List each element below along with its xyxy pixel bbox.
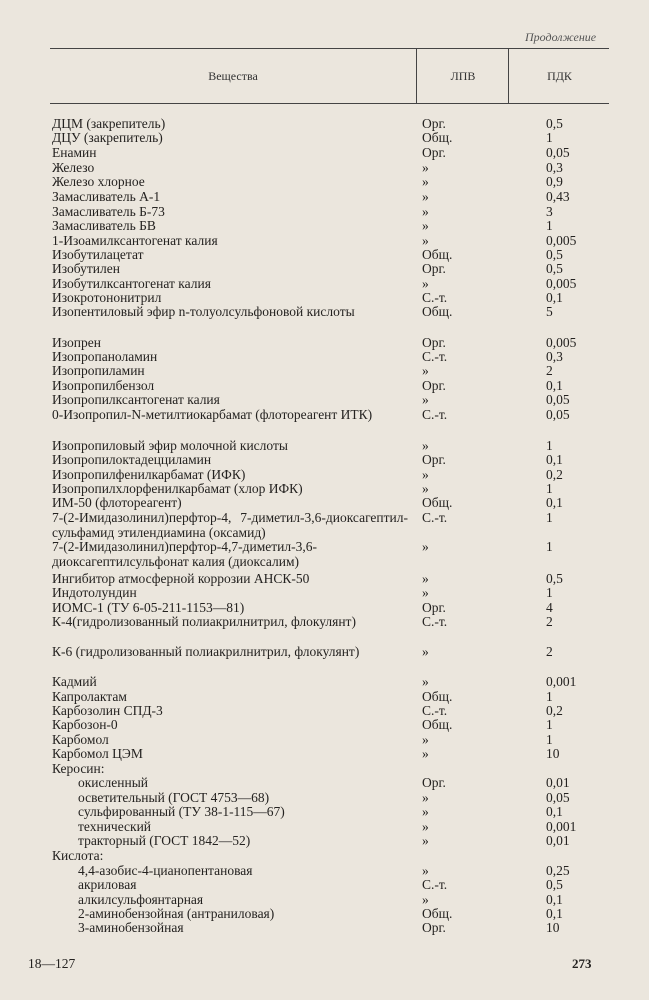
- pdk-value: 1: [546, 717, 553, 732]
- substance-name: Карбомол ЦЭМ: [52, 746, 143, 761]
- substance-name: алкилсульфоянтарная: [78, 892, 204, 907]
- lpv-value: С.-т.: [422, 877, 448, 892]
- lpv-value: Орг.: [422, 452, 446, 467]
- pdk-value: 1: [546, 130, 553, 145]
- pdk-value: 0,05: [546, 145, 570, 160]
- pdk-value: 0,43: [546, 189, 570, 204]
- pdk-value: 0,05: [546, 790, 570, 805]
- lpv-value: »: [422, 174, 429, 189]
- pdk-value: 0,001: [546, 674, 577, 689]
- lpv-value: С.-т.: [422, 349, 448, 364]
- substance-name: Изопропилбензол: [52, 378, 155, 393]
- substance-name: Железо: [52, 160, 95, 175]
- lpv-value: »: [422, 233, 429, 248]
- substance-name: К-6 (гидролизованный полиакрилнитрил, флокулянт): [52, 644, 360, 659]
- pdk-value: 0,1: [546, 378, 563, 393]
- substance-name: ИМ-50 (флотореагент): [52, 495, 182, 510]
- signature-mark: 18—127: [28, 956, 76, 971]
- substance-name: тракторный (ГОСТ 1842—52): [78, 833, 251, 848]
- pdk-value: 3: [546, 204, 553, 219]
- pdk-value: 0,1: [546, 495, 563, 510]
- lpv-value: »: [422, 481, 429, 496]
- substance-name: Изопропилксантогенат калия: [52, 392, 220, 407]
- lpv-value: С.-т.: [422, 614, 448, 629]
- substance-name: Замасливатель А-1: [52, 189, 161, 204]
- substance-name: ИОМС-1 (ТУ 6-05-211-1153—81): [52, 600, 245, 615]
- header-pdk: ПДК: [508, 49, 610, 103]
- lpv-value: Орг.: [422, 775, 446, 790]
- pdk-value: 0,1: [546, 804, 563, 819]
- continuation-label: Продолжение: [525, 30, 597, 44]
- lpv-value: Общ.: [422, 247, 453, 262]
- lpv-value: Общ.: [422, 906, 453, 921]
- lpv-value: »: [422, 571, 429, 586]
- pdk-value: 0,3: [546, 160, 563, 175]
- lpv-value: »: [422, 804, 429, 819]
- substance-name: Кислота:: [52, 848, 104, 863]
- pdk-value: 1: [546, 218, 553, 233]
- substance-name: Карбомол: [52, 732, 109, 747]
- substance-name: ДЦУ (закрепитель): [52, 130, 163, 145]
- lpv-value: »: [422, 392, 429, 407]
- substance-name: Изокротононитрил: [52, 290, 162, 305]
- lpv-value: Общ.: [422, 130, 453, 145]
- pdk-value: 10: [546, 920, 560, 935]
- pdk-value: 5: [546, 304, 553, 319]
- substance-name: Изопрен: [52, 335, 101, 350]
- pdk-value: 0,1: [546, 892, 563, 907]
- lpv-value: »: [422, 833, 429, 848]
- lpv-value: »: [422, 218, 429, 233]
- substance-name: Индотолундин: [52, 585, 137, 600]
- substance-name: Енамин: [52, 145, 97, 160]
- substance-name: 3-аминобензойная: [78, 920, 184, 935]
- lpv-value: »: [422, 585, 429, 600]
- pdk-value: 0,001: [546, 819, 577, 834]
- pdk-value: 1: [546, 510, 553, 525]
- substance-name: Изопропилхлорфенилкарбамат (хлор ИФК): [52, 481, 303, 496]
- pdk-value: 0,5: [546, 116, 563, 131]
- lpv-value: »: [422, 539, 429, 554]
- pdk-value: 0,5: [546, 571, 563, 586]
- lpv-value: С.-т.: [422, 407, 448, 422]
- pdk-value: 0,1: [546, 452, 563, 467]
- pdk-value: 2: [546, 363, 553, 378]
- lpv-value: »: [422, 189, 429, 204]
- lpv-value: »: [422, 644, 429, 659]
- substance-name: Изопропилоктадецциламин: [52, 452, 212, 467]
- substance-name: Изопентиловый эфир n-толуолсульфоновой кислоты: [52, 304, 355, 319]
- pdk-value: 0,2: [546, 703, 563, 718]
- lpv-value: »: [422, 438, 429, 453]
- substance-name: Изобутилен: [52, 261, 120, 276]
- pdk-value: 1: [546, 539, 553, 554]
- lpv-value: »: [422, 363, 429, 378]
- pdk-value: 0,05: [546, 392, 570, 407]
- substance-name: Замасливатель БВ: [52, 218, 156, 233]
- lpv-value: »: [422, 204, 429, 219]
- pdk-value: 1: [546, 732, 553, 747]
- pdk-value: 0,25: [546, 863, 570, 878]
- lpv-value: »: [422, 746, 429, 761]
- lpv-value: »: [422, 160, 429, 175]
- lpv-value: Общ.: [422, 304, 453, 319]
- lpv-value: Орг.: [422, 600, 446, 615]
- lpv-value: Общ.: [422, 495, 453, 510]
- substance-name: сульфированный (ТУ 38-1-115—67): [78, 804, 285, 819]
- substance-name: Изопропилфенилкарбамат (ИФК): [52, 467, 246, 482]
- header-lpv: ЛПВ: [416, 49, 509, 103]
- lpv-value: С.-т.: [422, 510, 448, 525]
- substance-name: Железо хлорное: [52, 174, 145, 189]
- pdk-value: 0,5: [546, 261, 563, 276]
- lpv-value: Орг.: [422, 145, 446, 160]
- lpv-value: »: [422, 276, 429, 291]
- substance-name: 0-Изопропил-N-метилтиокарбамат (флотореагент ИТК): [52, 407, 373, 422]
- pdk-value: 2: [546, 644, 553, 659]
- lpv-value: С.-т.: [422, 290, 448, 305]
- substance-name: 7-(2-Имидазолинил)перфтор-4, 7-диметил-3,6-диоксагептил-сульфамид этилендиамина (оксамид): [52, 510, 408, 540]
- substance-name: 2-аминобензойная (антраниловая): [78, 906, 275, 921]
- substance-name: Изопропиловый эфир молочной кислоты: [52, 438, 288, 453]
- substance-name: Изобутилацетат: [52, 247, 144, 262]
- substance-name: Изобутилксантогенат калия: [52, 276, 211, 291]
- pdk-value: 0,005: [546, 276, 577, 291]
- substance-name: Керосин:: [52, 761, 105, 776]
- pdk-value: 0,01: [546, 775, 570, 790]
- substance-name: 4,4-азобис-4-цианопентановая: [78, 863, 253, 878]
- substance-name: технический: [78, 819, 152, 834]
- substance-name: окисленный: [78, 775, 148, 790]
- lpv-value: »: [422, 790, 429, 805]
- substance-name: осветительный (ГОСТ 4753—68): [78, 790, 270, 805]
- substance-name: Кадмий: [52, 674, 97, 689]
- substance-name: 1-Изоамилксантогенат калия: [52, 233, 218, 248]
- lpv-value: »: [422, 892, 429, 907]
- pdk-value: 0,5: [546, 247, 563, 262]
- pdk-value: 1: [546, 438, 553, 453]
- pdk-value: 0,01: [546, 833, 570, 848]
- substance-name: Карбозолин СПД-3: [52, 703, 163, 718]
- substance-name: Замасливатель Б-73: [52, 204, 165, 219]
- lpv-value: »: [422, 819, 429, 834]
- pdk-value: 0,5: [546, 877, 563, 892]
- pdk-value: 0,1: [546, 290, 563, 305]
- page-number: 273: [572, 956, 592, 971]
- pdk-value: 1: [546, 481, 553, 496]
- lpv-value: Орг.: [422, 261, 446, 276]
- substance-name: акриловая: [78, 877, 137, 892]
- pdk-value: 0,1: [546, 906, 563, 921]
- lpv-value: »: [422, 467, 429, 482]
- lpv-value: С.-т.: [422, 703, 448, 718]
- substance-name: ДЦМ (закрепитель): [52, 116, 166, 131]
- lpv-value: Общ.: [422, 689, 453, 704]
- substance-name: Изопропиламин: [52, 363, 145, 378]
- lpv-value: »: [422, 674, 429, 689]
- pdk-value: 0,3: [546, 349, 563, 364]
- pdk-value: 2: [546, 614, 553, 629]
- pdk-value: 1: [546, 689, 553, 704]
- lpv-value: Орг.: [422, 378, 446, 393]
- pdk-value: 0,05: [546, 407, 570, 422]
- substance-name: Карбозон-0: [52, 717, 118, 732]
- pdk-value: 10: [546, 746, 560, 761]
- pdk-value: 0,005: [546, 233, 577, 248]
- substance-name: Капролактам: [52, 689, 127, 704]
- lpv-value: »: [422, 863, 429, 878]
- lpv-value: »: [422, 732, 429, 747]
- substance-name: К-4(гидролизованный полиакрилнитрил, флокулянт): [52, 614, 356, 629]
- lpv-value: Орг.: [422, 335, 446, 350]
- lpv-value: Орг.: [422, 920, 446, 935]
- pdk-value: 1: [546, 585, 553, 600]
- lpv-value: Орг.: [422, 116, 446, 131]
- pdk-value: 0,2: [546, 467, 563, 482]
- pdk-value: 4: [546, 600, 553, 615]
- substance-name: 7-(2-Имидазолинил)перфтор-4,7-диметил-3,6-диоксагептилсульфонат калия (диоксалим): [52, 539, 317, 569]
- header-substance: Вещества: [208, 68, 258, 83]
- substance-name: Ингибитор атмосферной коррозии АНСК-50: [52, 571, 310, 586]
- substance-name: Изопропаноламин: [52, 349, 158, 364]
- pdk-value: 0,005: [546, 335, 577, 350]
- lpv-value: Общ.: [422, 717, 453, 732]
- pdk-value: 0,9: [546, 174, 563, 189]
